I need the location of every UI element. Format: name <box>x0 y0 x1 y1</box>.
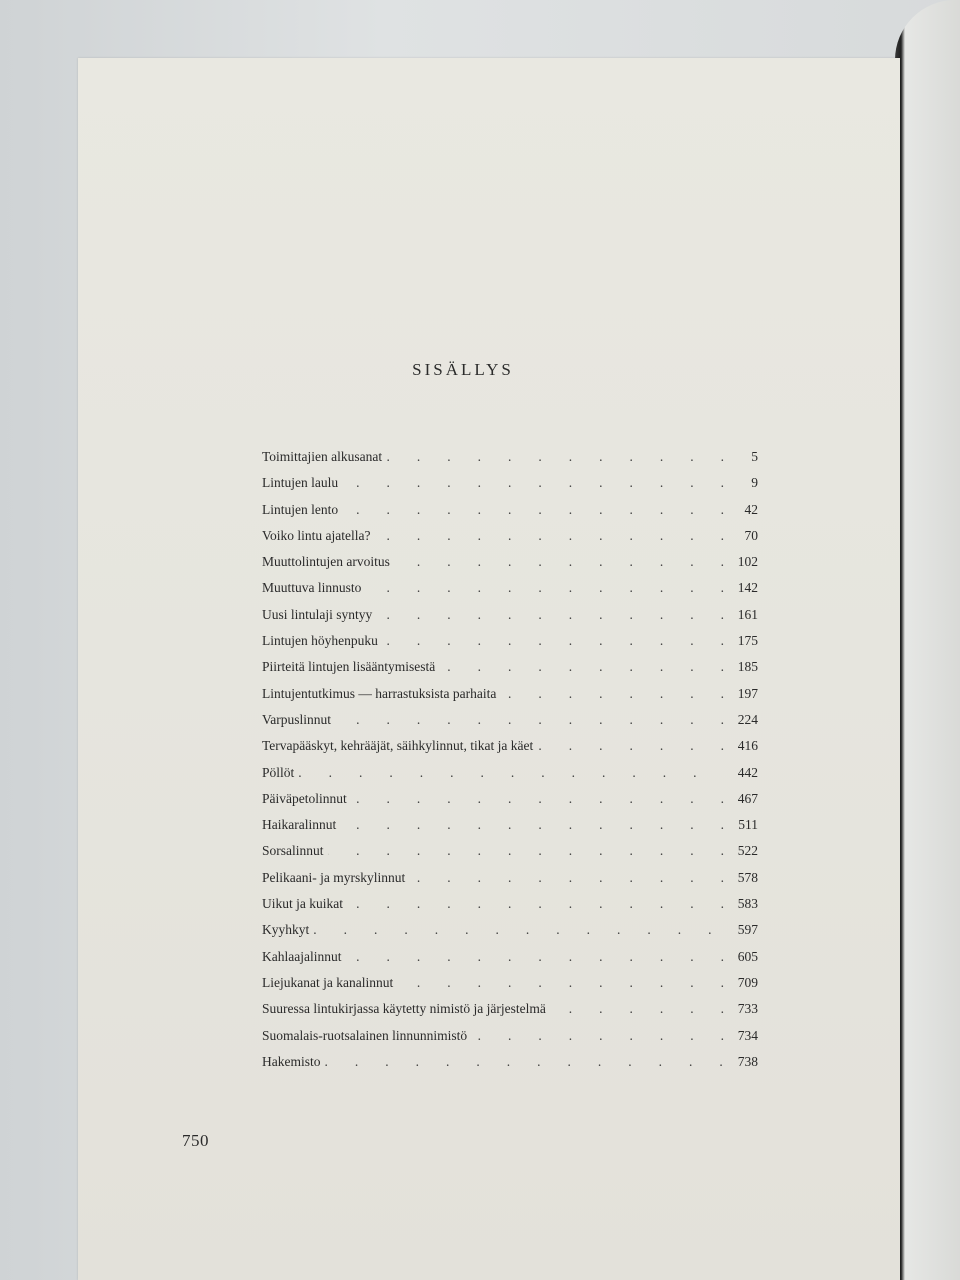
table-of-contents <box>262 449 758 1080</box>
toc-entry-page: 578 <box>737 869 758 885</box>
toc-entry <box>262 922 758 948</box>
toc-entry-page: 42 <box>744 501 758 517</box>
toc-entry <box>262 1001 758 1027</box>
toc-entry <box>262 896 758 922</box>
toc-leader-dots <box>409 870 724 886</box>
toc-entry-title: Muuttuva linnusto <box>262 580 362 596</box>
toc-entry-page: 442 <box>737 764 758 780</box>
toc-entry-title: Varpuslinnut <box>262 711 331 727</box>
toc-entry <box>262 1054 758 1080</box>
toc-entry-title: Hakemisto <box>262 1053 321 1069</box>
toc-entry-title: Toimittajien alkusanat <box>262 449 383 464</box>
toc-entry-page: 224 <box>737 711 758 727</box>
toc-entry-title: Uikut ja kuikat <box>262 896 343 912</box>
toc-entry <box>262 765 758 791</box>
toc-entry <box>262 843 758 869</box>
toc-leader-dots <box>347 896 724 912</box>
toc-entry-title: Suuressa lintukirjassa käytetty nimistö ja järjestelmä <box>262 1001 546 1017</box>
toc-entry-title: Kyyhkyt <box>262 922 310 938</box>
toc-entry-title: Lintujentutkimus — harrastuksista parhaita <box>262 685 497 701</box>
toc-entry <box>262 975 758 1001</box>
toc-leader-dots <box>374 528 724 544</box>
toc-leader-dots <box>313 922 724 938</box>
toc-entry-page: 185 <box>737 659 758 675</box>
toc-entry-page: 9 <box>751 475 758 491</box>
toc-entry <box>262 870 758 896</box>
toc-entry-title: Lintujen lento <box>262 501 339 517</box>
toc-entry <box>262 1028 758 1054</box>
toc-entry <box>262 607 758 633</box>
toc-entry-page: 102 <box>737 554 758 570</box>
toc-leader-dots <box>328 843 724 859</box>
toc-entry-title: Päiväpetolinnut <box>262 790 347 806</box>
toc-entry-page: 416 <box>737 738 758 754</box>
toc-entry-page: 142 <box>737 580 758 596</box>
toc-entry-title: Pöllöt <box>262 764 295 780</box>
toc-leader-dots <box>471 1028 724 1044</box>
toc-entry-title: Lintujen laulu <box>262 475 339 491</box>
toc-leader-dots <box>397 975 724 991</box>
toc-entry <box>262 791 758 817</box>
toc-entry-page: 70 <box>744 527 758 543</box>
toc-leader-dots <box>550 1001 724 1017</box>
toc-entry-title: Sorsalinnut <box>262 843 324 859</box>
toc-entry <box>262 659 758 685</box>
toc-leader-dots <box>394 554 724 570</box>
toc-entry-title: Haikaralinnut <box>262 817 337 833</box>
toc-entry-page: 583 <box>737 896 758 912</box>
toc-leader-dots <box>340 817 724 833</box>
toc-entry-page: 738 <box>737 1053 758 1069</box>
toc-entry <box>262 554 758 580</box>
toc-leader-dots <box>345 949 724 965</box>
toc-entry-page: 605 <box>737 948 758 964</box>
toc-leader-dots <box>325 1054 725 1070</box>
toc-entry-title: Pelikaani- ja myrskylinnut <box>262 869 406 885</box>
page-number: 750 <box>182 1131 209 1150</box>
toc-entry <box>262 633 758 659</box>
toc-entry <box>262 580 758 606</box>
toc-entry-title: Piirteitä lintujen lisääntymisestä <box>262 659 436 675</box>
toc-leader-dots <box>382 633 724 649</box>
toc-entry <box>262 817 758 843</box>
toc-entry-page: 161 <box>737 606 758 622</box>
toc-leader-dots <box>298 765 724 781</box>
toc-entry-page: 197 <box>737 685 758 701</box>
toc-entry-title: Uusi lintulaji syntyy <box>262 606 373 622</box>
toc-leader-dots <box>537 738 724 754</box>
toc-leader-dots <box>500 686 724 702</box>
toc-entry <box>262 449 758 475</box>
toc-leader-dots <box>439 659 724 675</box>
toc-leader-dots <box>342 502 724 518</box>
toc-entry-page: 597 <box>737 922 758 938</box>
toc-entry-page: 511 <box>738 817 758 833</box>
book-page <box>78 58 900 1280</box>
book-cover-edge <box>895 0 960 1280</box>
toc-entry-page: 522 <box>737 843 758 859</box>
page-heading: SISÄLLYS <box>412 360 514 379</box>
toc-entry <box>262 686 758 712</box>
toc-entry-page: 467 <box>737 790 758 806</box>
toc-leader-dots <box>351 791 724 807</box>
toc-entry <box>262 528 758 554</box>
toc-entry <box>262 949 758 975</box>
toc-entry-page: 734 <box>737 1027 758 1043</box>
toc-entry <box>262 738 758 764</box>
toc-entry-title: Voiko lintu ajatella? <box>262 527 371 543</box>
toc-leader-dots <box>335 712 724 728</box>
toc-entry-title: Tervapääskyt, kehrääjät, säihkylinnut, tikat ja käet <box>262 738 534 754</box>
toc-entry-page: 175 <box>737 633 758 649</box>
toc-entry-title: Suomalais-ruotsalainen linnunnimistö <box>262 1027 468 1043</box>
toc-entry <box>262 502 758 528</box>
toc-leader-dots <box>386 449 724 465</box>
toc-entry-page: 5 <box>751 449 758 464</box>
toc-entry <box>262 475 758 501</box>
toc-entry-page: 709 <box>737 974 758 990</box>
toc-entry-page: 733 <box>737 1001 758 1017</box>
toc-entry-title: Liejukanat ja kanalinnut <box>262 974 394 990</box>
toc-entry-title: Kahlaajalinnut <box>262 948 342 964</box>
toc-entry-title: Lintujen höyhenpuku <box>262 633 378 649</box>
toc-entry <box>262 712 758 738</box>
toc-leader-dots <box>365 580 724 596</box>
toc-leader-dots <box>342 475 724 491</box>
toc-leader-dots <box>376 607 724 623</box>
toc-entry-title: Muuttolintujen arvoitus <box>262 554 390 570</box>
